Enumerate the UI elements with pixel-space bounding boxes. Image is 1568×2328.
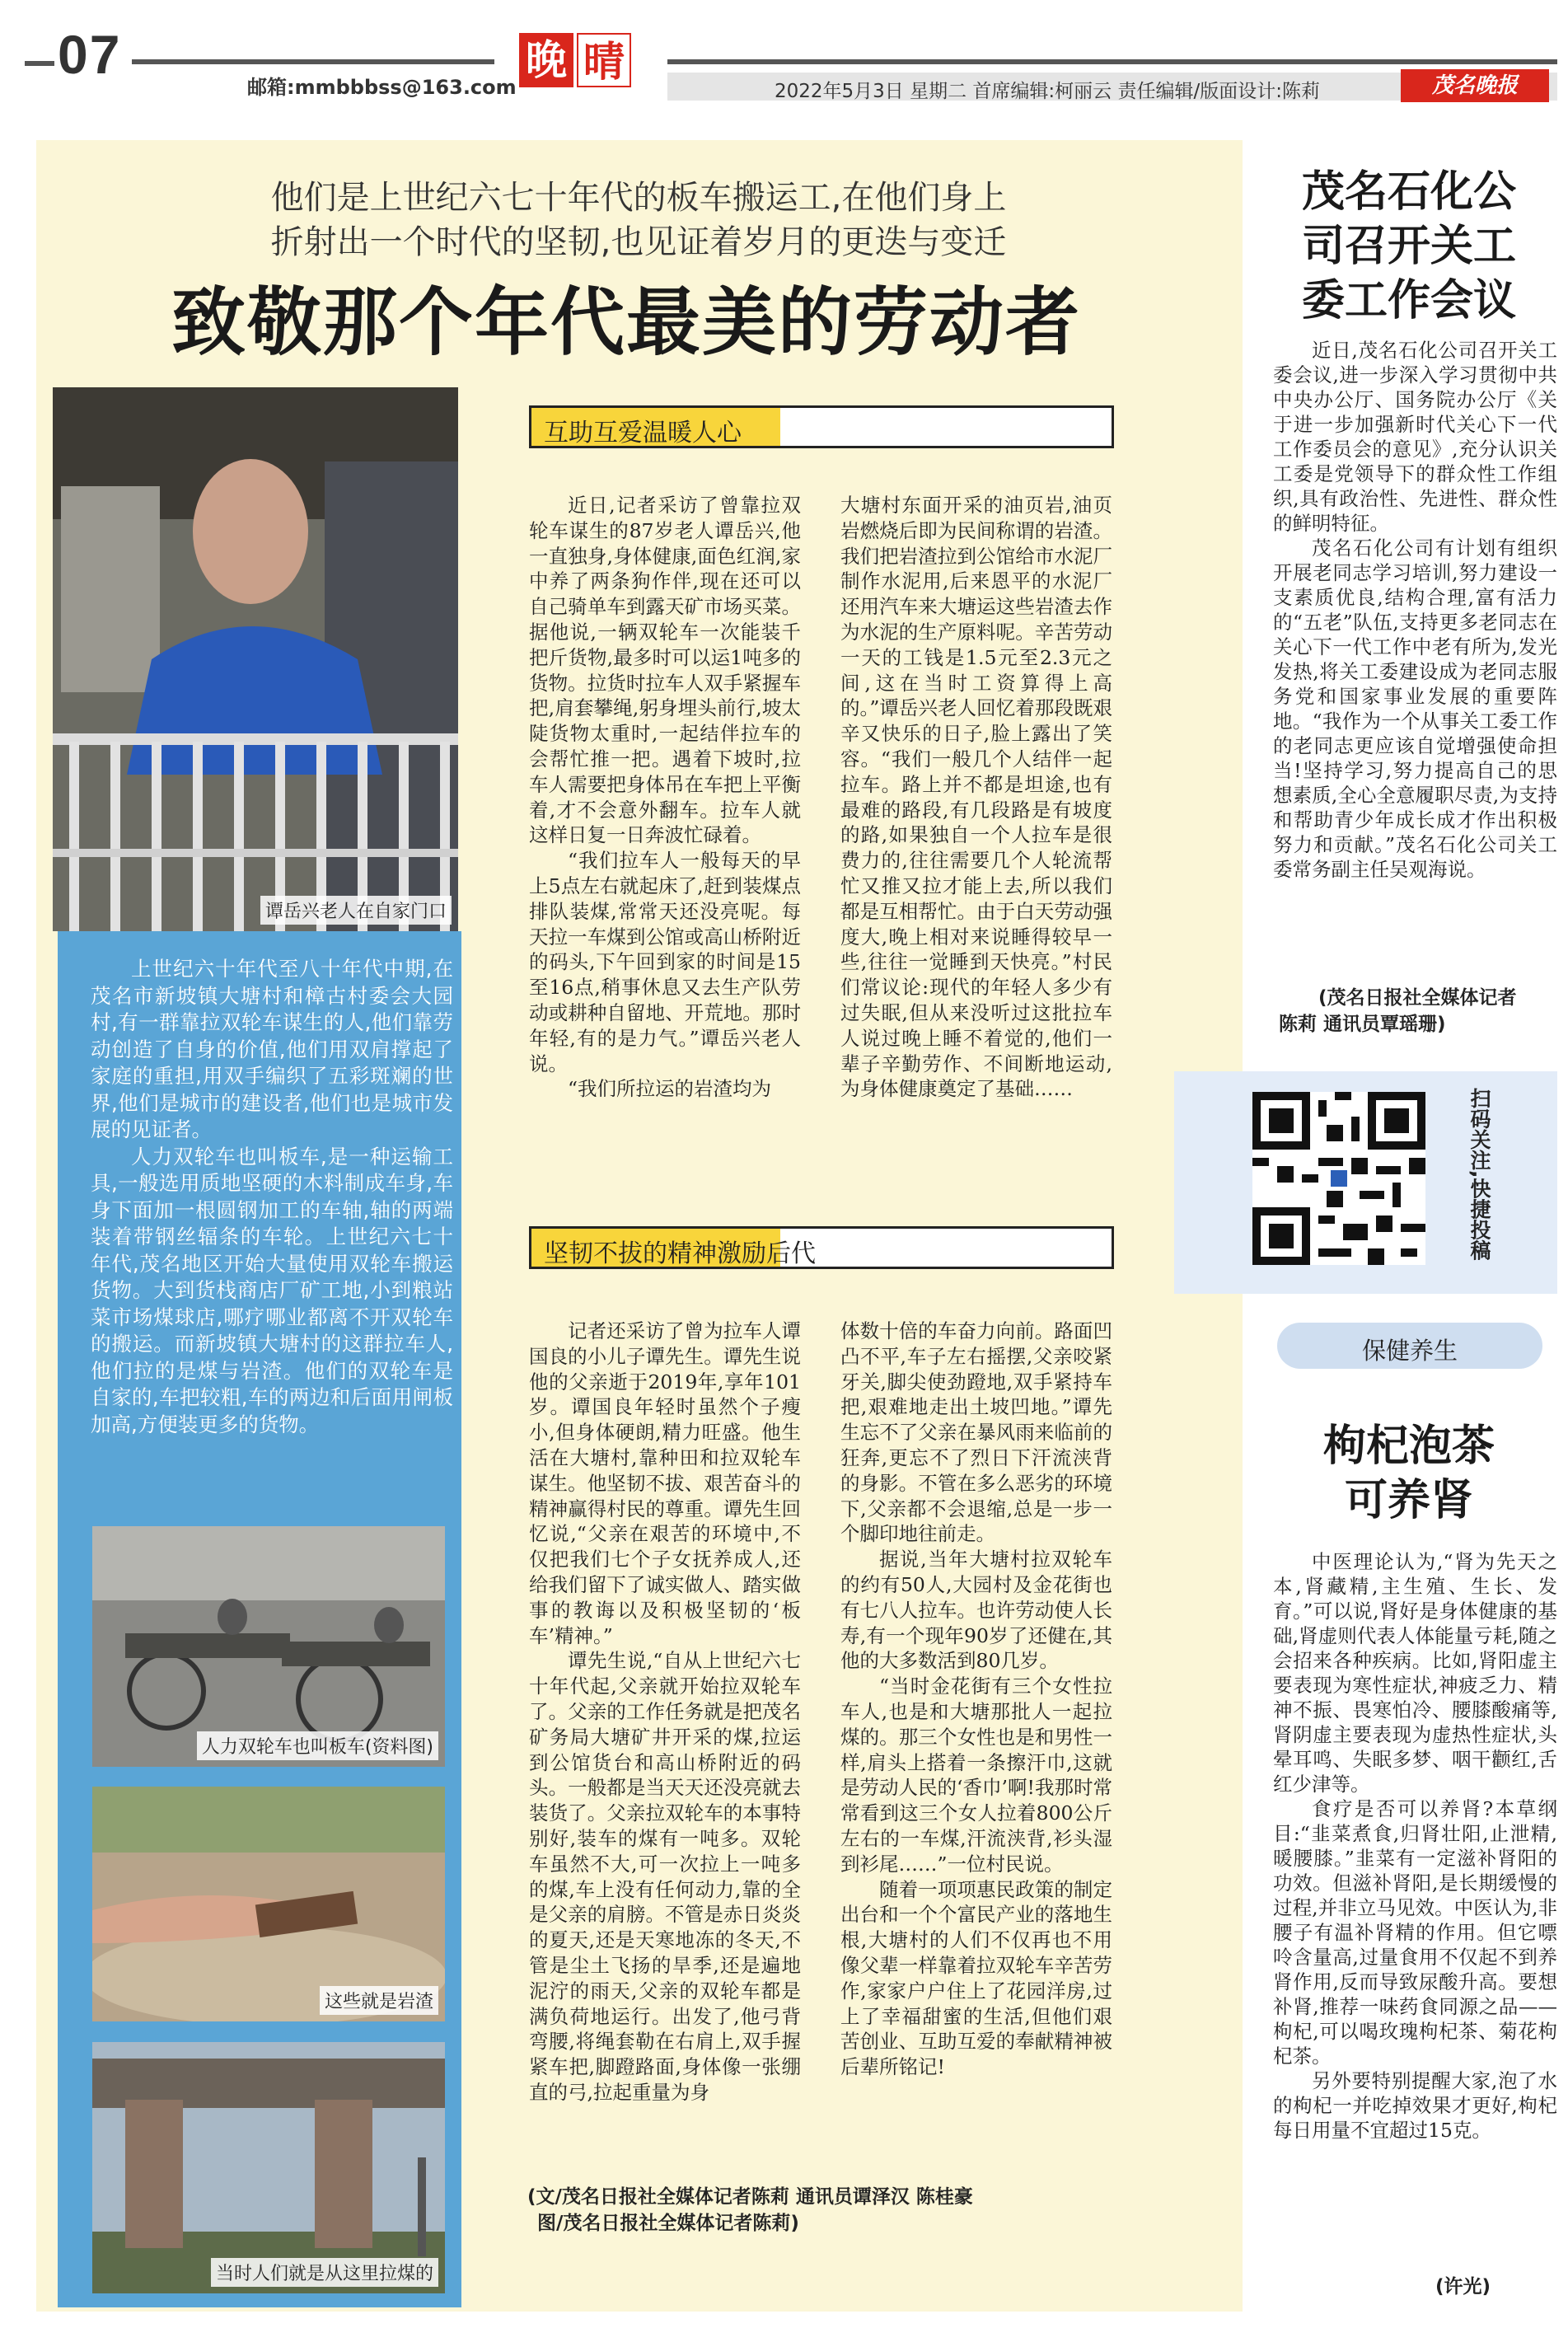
article-1-title — [1261, 165, 1557, 328]
article-2-title-line: 枸杞泡茶 — [1322, 1422, 1495, 1471]
body-paragraph: 另外要特别提醒大家,泡了水的枸杞一并吃掉效果才更好,枸杞每日用量不宜超过15克。 — [1273, 2069, 1557, 2142]
column-label-pill — [1277, 1323, 1542, 1369]
body-paragraph: 茂名石化公司有计划有组织开展老同志学习培训,努力建设一支素质优良,结构合理,富有活力的“五老”队伍,支持更多老同志在关心下一代工作中老有所为,发光发热,将关工委建设成为老同志服务党和国家事业发展的重要阵地。“我作为一个从事关工委工作的老同志更应该自觉增强使命担当!坚持学习,努力提高自己的思想素质,全心全意履职尽责,为支持和帮助青少年成长成才作出积极努力和贡献。”茂名石化公司关工委常务副主任吴观海说。 — [1273, 536, 1557, 881]
body-paragraph: 近日,茂名石化公司召开关工委会议,进一步深入学习贯彻中共中央办公厅、国务院办公厅《关于进一步加强新时代关心下一代工作委员会的意见》,充分认识关工委是党领导下的群众性工作组织,具有政治性、先进性、群众性的鲜明特征。 — [1273, 339, 1557, 535]
body-paragraph: 食疗是否可以养肾?本草纲目:“韭菜煮食,归肾壮阳,止泄精,暖腰膝。”韭菜有一定滋补肾阳的功效。但滋补肾阳,是长期缓慢的过程,并非立马见效。中医认为,非腰子有温补肾精的作用。但它嘌呤含量高,过量食用不仅起不到养肾作用,反而导致尿酸升高。要想补肾,推荐一味药食同源之品——枸杞,可以喝玫瑰枸杞茶、菊花枸杞茶。 — [1273, 1797, 1557, 2068]
qr-caption: 扫码关注,快捷投稿 — [1467, 1088, 1491, 1261]
article-2-title-line: 可养肾 — [1344, 1476, 1473, 1525]
article-1-signature-2: 陈莉 通讯员覃瑶珊) — [1279, 1014, 1446, 1035]
feature-byline — [527, 2184, 1121, 2237]
feature-headline: 致敬那个年代最美的劳动者 — [171, 279, 1081, 366]
header-rule-right — [667, 59, 1557, 64]
byline-line-1: (文/茂名日报社全媒体记者陈莉 通讯员谭泽汉 陈桂豪 — [527, 2186, 973, 2208]
article-2-body — [1273, 1549, 1557, 2143]
newspaper-logo: 茂名晚报 — [1401, 69, 1549, 102]
qr-code-icon[interactable] — [1252, 1092, 1425, 1265]
section-heading-2 — [529, 1226, 1114, 1269]
section-2-column-b — [840, 1319, 1112, 2080]
body-paragraph: “我们所拉运的岩渣均为 — [568, 1077, 772, 1101]
article-1-title-line: 委工作会议 — [1301, 276, 1516, 326]
photo-caption: 人力双轮车也叫板车(资料图) — [197, 1731, 438, 1760]
brand-wan: 晚 — [519, 33, 573, 87]
body-paragraph: 谭先生说,“自从上世纪六七十年代起,父亲就开始拉双轮车了。父亲的工作任务就是把茂名矿务局大塘矿井开采的煤,拉运到公馆货台和高山桥附近的码头。一般都是当天天还没亮就去装货了。父亲拉双轮车的本事特别好,装车的煤有一吨多。双轮车虽然不大,可一次拉上一吨多的煤,车上没有任何动力,靠的全是父亲的肩膀。不管是赤日炎炎的夏天,还是天寒地冻的冬天,不管是尘土飞扬的旱季,还是遍地泥泞的雨天,父亲的双轮车都是满负荷地运行。出发了,他弓背弯腰,将绳套勒在右肩上,双手握紧车把,脚蹬路面,身体像一张绷直的弓,拉起重量为身 — [529, 1649, 801, 2104]
photo-caption: 谭岳兴老人在自家门口 — [260, 896, 452, 925]
body-paragraph: “我们拉车人一般每天的早上5点左右就起床了,赶到装煤点排队装煤,常常天还没亮呢。每天拉一车煤到公馆或高山桥附近的码头,下午回到家的时间是15至16点,稍事休息又去生产队劳动或耕种自留地、开荒地。那时年轻,有的是力气。”谭岳兴老人说。 — [529, 849, 801, 1075]
article-1-signature-1: (茂名日报社全媒体记者 — [1318, 987, 1517, 1009]
photo-caption: 这些就是岩渣 — [320, 1986, 438, 2015]
photo-old-man — [53, 387, 458, 931]
page-header — [0, 0, 1568, 107]
body-paragraph: 体数十倍的车奋力向前。路面凹凸不平,车子左右摇摆,父亲咬紧牙关,脚尖使劲蹬地,双手紧持车把,艰难地走出土坡凹地。”谭先生忘不了父亲在暴风雨来临前的狂奔,更忘不了烈日下汗流浃背的身影。不管在多么恶劣的环境下,父亲都不会退缩,总是一步一个脚印地往前走。 — [840, 1319, 1112, 1546]
section-1-column-a — [529, 493, 801, 1102]
body-paragraph: “当时金花街有三个女性拉车人,也是和大塘那批人一起拉煤的。那三个女性也是和男性一样,肩头上搭着一条擦汗巾,这就是劳动人民的‘香巾’啊!我那时常常看到这三个女人拉着800公斤左右的一车煤,汗流浃背,衫头湿到衫尾……”一位村民说。 — [840, 1675, 1112, 1876]
section-heading-1-label: 互助互爱温暖人心 — [544, 419, 742, 447]
brand-qing: 晴 — [577, 33, 631, 87]
body-paragraph: 记者还采访了曾为拉车人谭国良的小儿子谭先生。谭先生说他的父亲逝于2019年,享年101岁。谭国良年轻时虽然个子瘦小,但身体硬朗,精力旺盛。他生活在大塘村,靠种田和拉双轮车谋生。他坚韧不拔、艰苦奋斗的精神赢得村民的尊重。谭先生回忆说,“父亲在艰苦的环境中,不仅把我们七个子女抚养成人,还给我们留下了诚实做人、踏实做事的教诲以及积极坚韧的‘板车’精神。” — [529, 1319, 801, 1647]
section-2-column-a — [529, 1319, 801, 2106]
intro-text — [91, 956, 453, 1438]
body-paragraph: 随着一项项惠民政策的制定出台和一个个富民产业的落地生根,大塘村的人们不仅再也不用像父辈一样靠着拉双轮车辛苦劳作,家家户户住上了花园洋房,过上了幸福甜蜜的生活,但他们艰苦创业、互助互爱的奉献精神被后辈所铭记! — [840, 1877, 1112, 2079]
section-heading-1 — [529, 405, 1114, 448]
photo-caption: 当时人们就是从这里拉煤的 — [211, 2258, 438, 2287]
intro-paragraph: 人力双轮车也叫板车,是一种运输工具,一般选用质地坚硬的木料制成车身,车身下面加一根圆钢加工的车轴,轴的两端装着带钢丝辐条的车轮。上世纪六七十年代,茂名地区开始大量使用双轮车搬运货物。大到货栈商店厂矿工地,小到粮站菜市场煤球店,哪疗哪业都离不开双轮车的搬运。而新坡镇大塘村的这群拉车人,他们拉的是煤与岩渣。他们的双轮车是自家的,车把较粗,车的两边和后面用闸板加高,方便装更多的货物。 — [91, 1144, 453, 1436]
qr-code-image — [1252, 1092, 1425, 1265]
article-1-title-line: 司召开关工 — [1301, 222, 1516, 271]
dateline: 2022年5月3日 星期二 首席编辑:柯丽云 责任编辑/版面设计:陈莉 — [775, 81, 1320, 102]
photo-carts — [92, 1526, 445, 1767]
body-paragraph: 大塘村东面开采的油页岩,油页岩燃烧后即为民间称谓的岩渣。我们把岩渣拉到公馆给市水泥厂制作水泥用,后来恩平的水泥厂还用汽车来大塘运这些岩渣去作为水泥的生产原料呢。辛苦劳动一天的工钱是1.5元至2.3元之间,这在当时工资算得上高的。”谭岳兴老人回忆着那段既艰辛又快乐的日子,脸上露出了笑容。“我们一般几个人结伴一起拉车。路上并不都是坦途,也有最难的路段,有几段路是有坡度的路,如果独自一个人拉车是很费力的,往往需要几个人轮流帮忙又推又拉才能上去,所以我们都是互相帮忙。由于白天劳动强度大,晚上相对来说睡得较早一些,往往一觉睡到天快亮。”村民们常议论:现代的年轻人多少有过失眠,但从来没听过这批拉车人说过晚上睡不着觉的,他们一辈子辛勤劳作、不间断地运动,为身体健康奠定了基础…… — [840, 494, 1112, 1101]
photo-bridge — [92, 2042, 445, 2293]
section-heading-2-label: 坚韧不拔的精神激励后代 — [544, 1239, 816, 1268]
column-label: 保健养生 — [1361, 1337, 1458, 1365]
feature-subtitle-1: 他们是上世纪六七十年代的板车搬运工,在他们身上 — [270, 179, 1007, 217]
article-1-title-line: 茂名石化公 — [1301, 167, 1516, 217]
page-number: 07 — [58, 24, 122, 85]
body-paragraph: 据说,当年大塘村拉双轮车的约有50人,大园村及金花街也有七八人拉车。也许劳动使人长寿,有一个现年90岁了还健在,其他的大多数活到80几岁。 — [840, 1548, 1112, 1673]
header-rule-left — [132, 59, 494, 64]
article-2-signature: (许光) — [1435, 2276, 1491, 2298]
photo-slag — [92, 1787, 445, 2021]
feature-subtitle-2: 折射出一个时代的坚韧,也见证着岁月的更迭与变迁 — [270, 223, 1007, 261]
body-paragraph: 近日,记者采访了曾靠拉双轮车谋生的87岁老人谭岳兴,他一直独身,身体健康,面色红润,家中养了两条狗作伴,现在还可以自己骑单车到露天矿市场买菜。据他说,一辆双轮车一次能装千把斤货物,最多时可以运1吨多的货物。拉货时拉车人双手紧握车把,肩套攀绳,躬身埋头前行,坡太陡货物太重时,一起结伴拉车的会帮忙推一把。遇着下坡时,拉车人需要把身体吊在车把上平衡着,才不会意外翻车。拉车人就这样日复一日奔波忙碌着。 — [529, 494, 801, 847]
photo-old-man-image — [53, 387, 458, 931]
page-number-dash — [25, 61, 54, 66]
section-1-column-b — [840, 493, 1112, 1102]
photo-bridge-image — [92, 2042, 445, 2293]
intro-paragraph: 上世纪六十年代至八十年代中期,在茂名市新坡镇大塘村和樟古村委会大园村,有一群靠拉双轮车谋生的人,他们靠劳动创造了自身的价值,他们用双肩撑起了家庭的重担,用双手编织了五彩斑斓的世界,他们是城市的建设者,他们也是城市发展的见证者。 — [91, 957, 453, 1141]
email-address: 邮箱:mmbbbss@163.com — [247, 76, 517, 99]
byline-line-2: 图/茂名日报社全媒体记者陈莉) — [537, 2213, 799, 2234]
article-2-title — [1261, 1419, 1557, 1528]
body-paragraph: 中医理论认为,“肾为先天之本,肾藏精,主生殖、生长、发育。”可以说,肾好是身体健康的基础,肾虚则代表人体能量亏耗,随之会招来各种疾病。比如,肾阳虚主要表现为寒性症状,神疲乏力、精神不振、畏寒怕冷、腰膝酸痛等,肾阴虚主要表现为虚热性症状,头晕耳鸣、失眠多梦、咽干颧红,舌红少津等。 — [1273, 1550, 1557, 1796]
article-1-body — [1273, 338, 1557, 882]
